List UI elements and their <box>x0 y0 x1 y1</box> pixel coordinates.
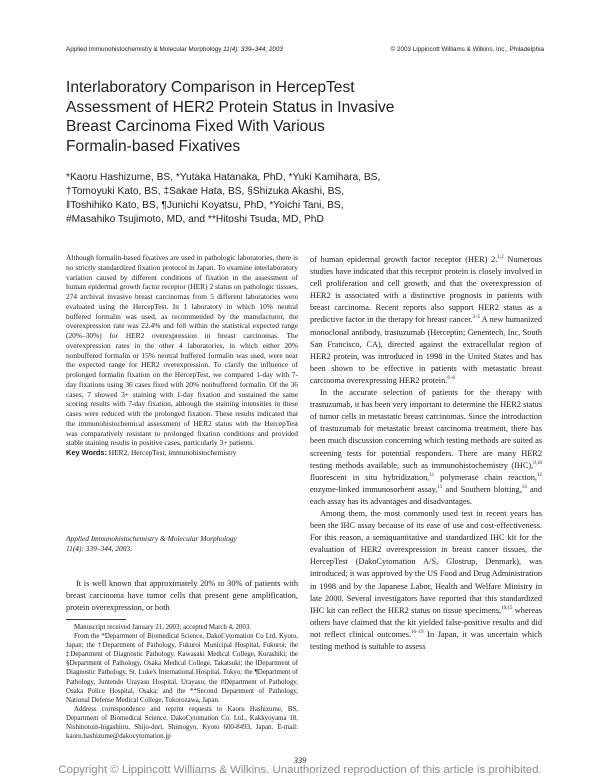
footnote-affiliations: From the *Department of Biomedical Science, DakoCytomation Co Ltd, Kyoto, Japan; the †Department of Pathology, Fukuroi Municipal Hospital, Fukuroi; the ‡Department of Diagnostic Pathology, Kawasaki Medical College, Kurashiki; the §Department of Pathology, Osaka Medical College, Takatsuki; the ‖Department of Diagnostic Pathology, St. Luke's International Hospital, Tokyo; the ¶Department of Pathology, Juntendo Urayasu Hospital, Urayasu; the #Department of Pathology, Osaka Police Hospital, Osaka; and the **Second Department of Pathology, National Defense Medical College, Tokorozawa, Japan. <box>66 633 298 704</box>
author-line: #Masahiko Tsujimoto, MD, and **Hitoshi Tsuda, MD, PhD <box>66 214 324 225</box>
page-number: 339 <box>293 755 307 765</box>
running-head-publisher: © 2003 Lippincott Williams & Wilkins, Inc., Philadelphia <box>390 46 544 53</box>
title-line: Formalin-based Fixatives <box>66 137 241 155</box>
keywords <box>66 448 298 458</box>
article-title <box>66 78 506 156</box>
keywords-list: HER2, HercepTest, immunohistochemistry <box>108 448 237 457</box>
abstract <box>66 253 298 458</box>
author-line: ‖Toshihiko Kato, BS, ¶Junichi Koyatsu, PhD, *Yoichi Tani, BS, <box>66 200 344 211</box>
title-line: Breast Carcinoma Fixed With Various <box>66 118 325 135</box>
introduction-right <box>310 254 542 653</box>
footnote-correspondence: Address correspondence and reprint requests to Kaoru Hashizume, BS, Department of Biomedical Science, DakoCytomation Co. Ltd., Kakkyoyama 18, Nishinotoin-higashiiru, Shijo-dori, Shimogyo, Kyoto 600-8493, Japan. E-mail: kaoru.hashizume@dakocytomation.jp <box>66 705 298 741</box>
running-head <box>66 46 544 56</box>
journal-citation: Applied Immunohistochemistry & Molecular Morphology 11(4): 339–344, 2003. <box>66 534 237 553</box>
body-paragraph: of human epidermal growth factor receptor (HER) 2.$^{1,2}$ Numerous studies have indicated that this receptor protein is closely involved in cell proliferation and cell growth, and that the overexpression of HER2 is associated with a distinctive prognosis in patients with breast carcinoma. Recent reports also support HER2 status as a predictive factor in the therapy for breast cancer.$^{3-5}$ A new humanized monoclonal antibody, trastuzumab (Herceptin; Genentech, Inc, South San Francisco, CA), directed against the extracellular region of HER2 protein, was introduced in 1998 in the United States and has been shown to be effective in patients with metastatic breast carcinoma overexpressing HER2 protein.$^{6-8}$ <box>310 255 542 385</box>
footnote-divider <box>66 619 126 620</box>
keywords-label: Key Words: <box>66 448 107 457</box>
author-line: *Kaoru Hashizume, BS, *Yutaka Hatanaka, PhD, *Yuki Kamihara, BS, <box>66 172 381 183</box>
title-line: Interlaboratory Comparison in HercepTest <box>66 79 355 96</box>
body-paragraph: In the accurate selection of patients for the therapy with trastuzumab, it has been very important to determine the HER2 status of tumor cells in metastatic breast carcinomas. Since the introduction of trastuzumab for metastatic breast carcinoma treatment, there has been much discussion concerning which testing methods are suited as screening tests for potential responders. There are many HER2 testing methods available, such as immunohistochemistry (IHC),$^{9,10}$ fluorescent in situ hybridization,$^{11}$ polymerase chain reaction,$^{12}$ enzyme-linked immunosorbent assay,$^{13}$ and Southern blotting,$^{14}$ and each assay has its advantages and disadvantages. <box>310 388 542 506</box>
footnotes <box>66 623 298 741</box>
body-paragraph: Among them, the most commonly used test in recent years has been the IHC assay because of its ease of use and cost-effectiveness. For this reason, a semiquantitative and standardized IHC kit for the evaluation of HER2 overexpression in breast cancer tissues, the HercepTest (DakoCytomation A/S, Glostrup, Denmark), was introduced; it was approved by the US Food and Drug Administration in 1998 and by the Japanese Labor, Health and Welfare Ministry in late 2000. Several investigators have reported that this standardized IHC kit can reflect the HER2 status on tissue specimens,$^{10,15}$ whereas others have claimed that the kit yielded false-positive results and did not reflect clinical outcomes.$^{16-19}$ In Japan, it was uncertain which testing method is suitable to assess <box>310 508 542 651</box>
introduction-left <box>66 578 298 614</box>
abstract-text: Although formalin-based fixatives are used in pathologic laboratories, there is no strictly standardized fixation protocol in Japan. To examine interlaboratory variation caused by different conditions of fixation in the assessment of human epidermal growth factor receptor (HER) 2 status on pathologic tissues, 274 archival invasive breast carcinomas from 5 different laboratories were evaluated using the HercepTest. In 1 laboratory in which 10% neutral buffered formalin was used, as recommended by the manufacturer, the overexpression rate was 22.4% and fell within the statistical expected range (20%–30%) for HER2 overexpression in breast carcinomas. The overexpression rates in the other 4 laboratories, in which either 20% nonbuffered formalin or 15% neutral buffered formalin was used, were near the expected range for HER2 overexpression. To clarify the influence of prolonged formalin fixation on the HercepTest, we compared 1-day with 7-day fixations using 36 cases fixed with 20% nonbuffered formalin. Of the 36 cases, 7 showed 3+ staining with 1-day fixation and sustained the same scoring results with 7-day fixation, although the staining intensities in these cases were reduced with the prolonged fixation. These results indicated that the immunohistochemical assessment of HER2 status with the HercepTest was comparatively resistant to prolonged fixation conditions and provided stable staining results in positive cases, particularly 3+ patients. <box>66 253 298 448</box>
author-list <box>66 171 506 227</box>
intro-paragraph: It is well known that approximately 20% to 30% of patients with breast carcinoma have tumor cells that present gene amplification, protein overexpression, or both <box>66 579 298 613</box>
author-line: †Tomoyuki Kato, BS, ‡Sakae Hata, BS, §Shizuka Akashi, BS, <box>66 186 345 197</box>
footnote-received: Manuscript received January 21, 2003; accepted March 4, 2003. <box>74 624 251 631</box>
copyright-notice: Copyright © Lippincott Williams & Wilkins. Unauthorized reproduction of this article is prohibited. <box>58 764 542 776</box>
running-head-journal: Applied Immunohistochemistry & Molecular Morphology 11(4): 339–344, 2003 <box>66 46 283 53</box>
title-line: Assessment of HER2 Protein Status in Invasive <box>66 98 395 116</box>
